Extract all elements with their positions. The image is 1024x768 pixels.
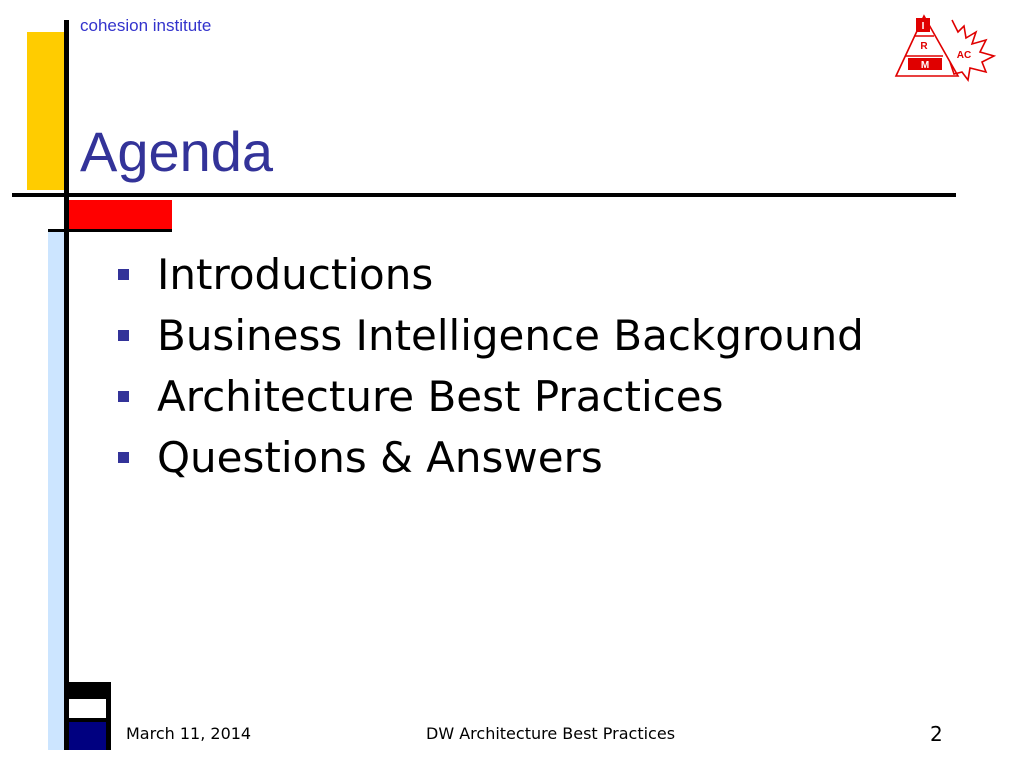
agenda-item-label: Introductions	[157, 249, 434, 299]
short-divider-line	[48, 229, 172, 232]
square-bullet-icon	[118, 269, 129, 280]
logo-letter: R	[920, 41, 928, 52]
agenda-item-label: Business Intelligence Background	[157, 310, 864, 360]
agenda-item-label: Questions & Answers	[157, 432, 603, 482]
square-bullet-icon	[118, 330, 129, 341]
red-block	[69, 200, 172, 230]
page-number: 2	[930, 722, 943, 746]
footer-presentation-title: DW Architecture Best Practices	[426, 724, 676, 743]
bottom-navy-block	[69, 722, 106, 750]
square-bullet-icon	[118, 391, 129, 402]
logo-letter: I	[921, 21, 925, 32]
title-divider-line	[12, 193, 956, 197]
agenda-item-label: Architecture Best Practices	[157, 371, 724, 421]
bottom-vertical-line	[106, 682, 111, 750]
agenda-item-questions	[118, 427, 864, 488]
agenda-item-business-intelligence	[118, 305, 864, 366]
irmac-logo-icon	[890, 12, 1002, 84]
light-blue-bar	[48, 232, 64, 750]
agenda-item-introductions	[118, 244, 864, 305]
bottom-black-block	[69, 682, 106, 699]
vertical-divider-line	[64, 20, 69, 750]
square-bullet-icon	[118, 452, 129, 463]
slide-title: Agenda	[80, 120, 274, 183]
agenda-item-architecture	[118, 366, 864, 427]
footer-date: March 11, 2014	[126, 724, 252, 743]
logo-letter: AC	[956, 50, 972, 61]
header-organization: cohesion institute	[80, 16, 212, 35]
agenda-list	[118, 244, 864, 488]
logo-letter: M	[920, 60, 930, 71]
yellow-block	[27, 32, 65, 190]
